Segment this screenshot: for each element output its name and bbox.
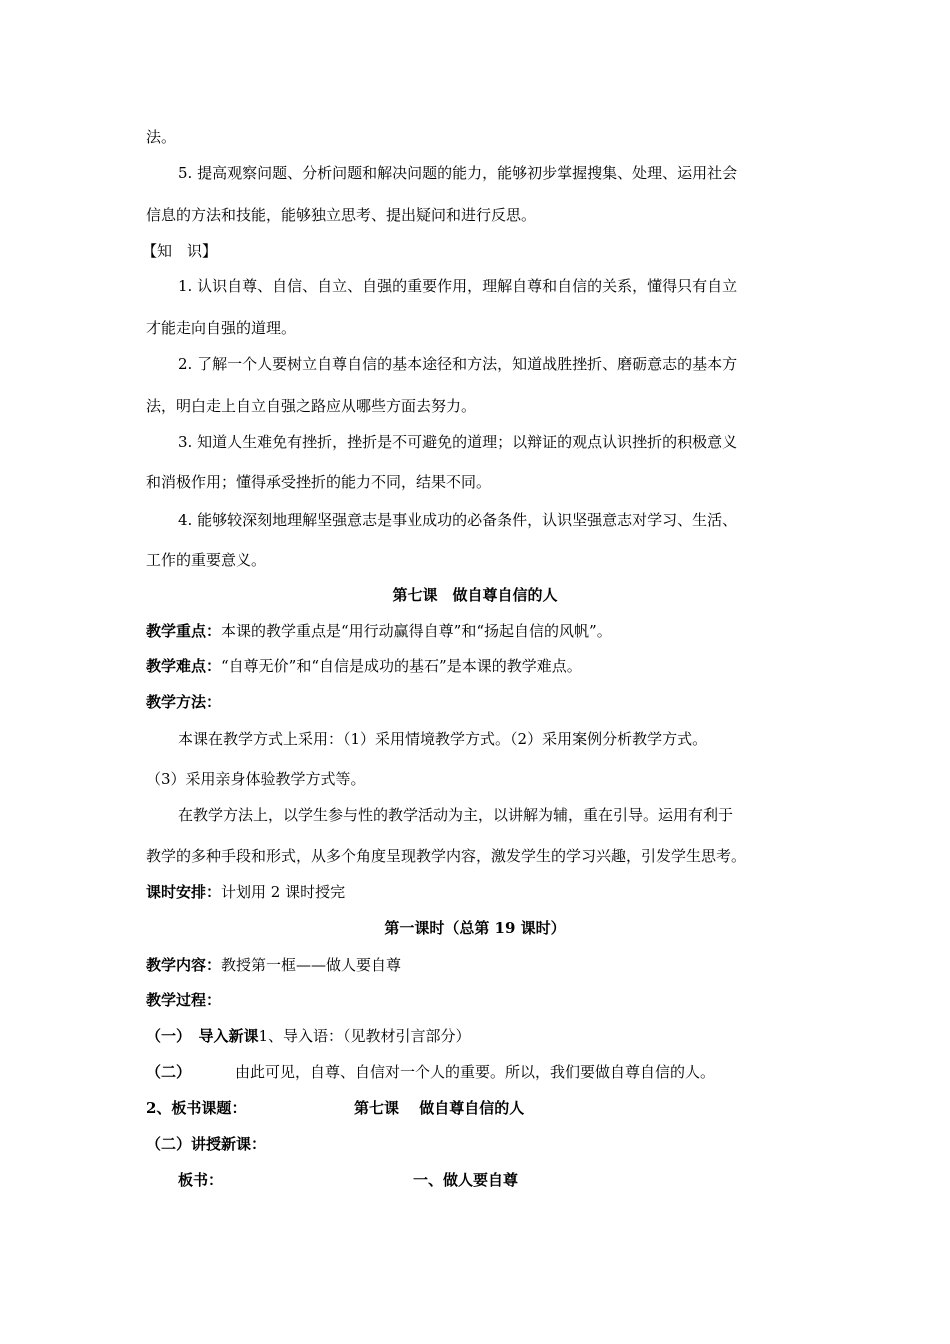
text-line: 本课在教学方式上采用：（1）采用情境教学方式。（2）采用案例分析教学方式。	[178, 730, 708, 748]
schedule-text: 计划用 2 课时授完	[221, 883, 346, 901]
difficulty-label: 教学难点：	[146, 657, 222, 675]
text-line: 1. 认识自尊、自信、自立、自强的重要作用，理解自尊和自信的关系，懂得只有自立	[178, 277, 738, 295]
board-title-text: 第七课 做自尊自信的人	[354, 1099, 525, 1117]
content-label: 教学内容：	[146, 956, 222, 974]
text-line: 才能走向自强的道理。	[146, 319, 297, 337]
content-line	[146, 955, 401, 975]
text-line: 5. 提高观察问题、分析问题和解决问题的能力，能够初步掌握搜集、处理、运用社会	[178, 164, 738, 182]
board-text: 一、做人要自尊	[413, 1171, 519, 1189]
board-label: 板书：	[178, 1171, 224, 1189]
difficulty-line	[146, 656, 582, 676]
text-line: 法。	[146, 128, 177, 146]
section-heading-knowledge: 【知 识】	[142, 242, 218, 260]
text-line: 和消极作用；懂得承受挫折的能力不同，结果不同。	[146, 473, 492, 491]
board-title-label: 2、板书课题：	[146, 1099, 247, 1117]
step-two-text: 由此可见，自尊、自信对一个人的重要。所以，我们要做自尊自信的人。	[235, 1063, 716, 1081]
process-label: 教学过程：	[146, 991, 222, 1009]
text-line: 法，明白走上自立自强之路应从哪些方面去努力。	[146, 397, 477, 415]
method-label: 教学方法：	[146, 693, 222, 711]
new-lesson-label: （二）讲授新课：	[146, 1135, 267, 1153]
content-text: 教授第一框——做人要自尊	[221, 956, 402, 974]
step-one-label: （一） 导入新课	[146, 1027, 259, 1045]
schedule-line	[146, 882, 345, 902]
period-title: 第一课时（总第 19 课时）	[384, 919, 566, 937]
step-two-label: （二）	[146, 1063, 192, 1081]
key-point-label: 教学重点：	[146, 622, 222, 640]
text-line: 2. 了解一个人要树立自尊自信的基本途径和方法，知道战胜挫折、磨砺意志的基本方	[178, 355, 738, 373]
key-point-line	[146, 621, 612, 641]
step-one-line	[146, 1026, 471, 1046]
text-line: 4. 能够较深刻地理解坚强意志是事业成功的必备条件，认识坚强意志对学习、生活、	[178, 511, 738, 529]
text-line: 工作的重要意义。	[146, 551, 267, 569]
text-line: 教学的多种手段和形式，从多个角度呈现教学内容，激发学生的学习兴趣，引发学生思考。	[146, 847, 747, 865]
text-line: 在教学方法上，以学生参与性的教学活动为主，以讲解为辅，重在引导。运用有利于	[178, 806, 734, 824]
difficulty-text: “自尊无价”和“自信是成功的基石”是本课的教学难点。	[221, 657, 582, 675]
text-line: 3. 知道人生难免有挫折，挫折是不可避免的道理；以辩证的观点认识挫折的积极意义	[178, 433, 738, 451]
schedule-label: 课时安排：	[146, 883, 222, 901]
step-one-text: 1、导入语：（见教材引言部分）	[258, 1027, 471, 1045]
text-line: （3）采用亲身体验教学方式等。	[146, 770, 366, 788]
lesson-title: 第七课 做自尊自信的人	[392, 586, 558, 604]
text-line: 信息的方法和技能，能够独立思考、提出疑问和进行反思。	[146, 206, 537, 224]
key-point-text: 本课的教学重点是“用行动赢得自尊”和“扬起自信的风帆”。	[221, 622, 612, 640]
